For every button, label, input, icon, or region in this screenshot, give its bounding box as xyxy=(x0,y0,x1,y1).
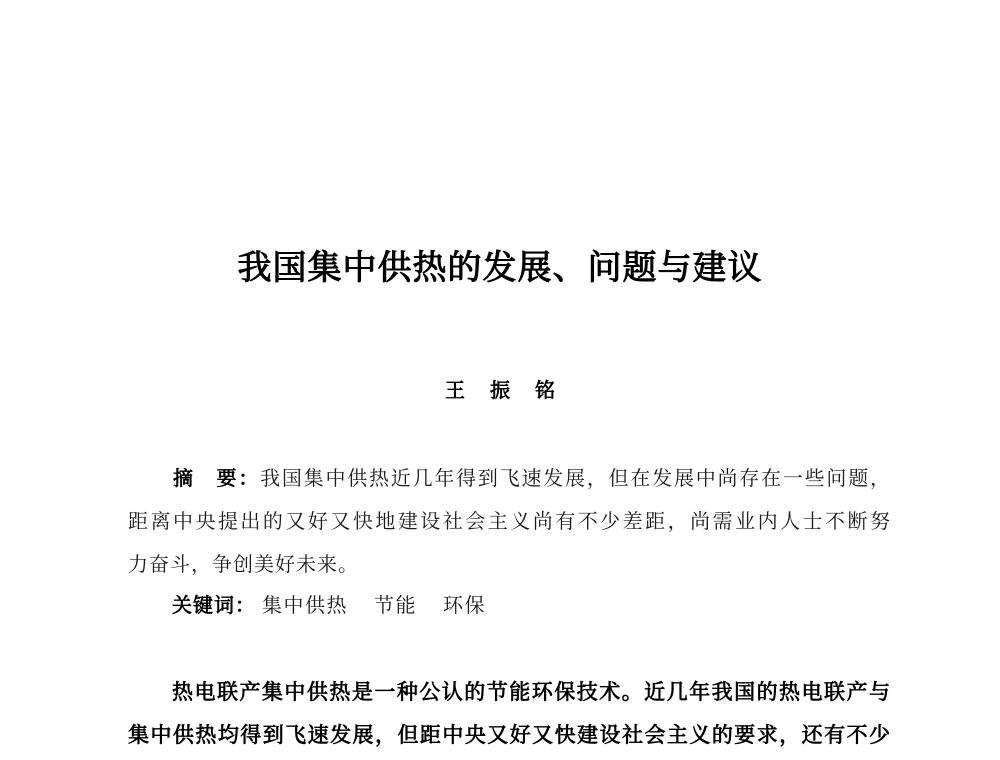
keywords xyxy=(172,584,512,626)
page-title: 我国集中供热的发展、问题与建议 xyxy=(237,248,763,288)
abstract xyxy=(128,457,890,586)
abstract-line: 力奋斗，争创美好未来。 xyxy=(128,552,359,576)
abstract-line: 距离中央提出的又好又快地建设社会主义尚有不少差距，尚需业内人士不断努 xyxy=(128,509,890,533)
body-line: 热电联产集中供热是一种公认的节能环保技术。近几年我国的热电联产与 xyxy=(172,679,890,704)
abstract-line xyxy=(128,457,890,500)
body-paragraph xyxy=(128,670,890,756)
abstract-text: 我国集中供热近几年得到飞速发展，但在发展中尚存在一些问题， xyxy=(260,466,890,490)
body-line: 集中供热均得到飞速发展，但距中央又好又快建设社会主义的要求，还有不少 xyxy=(128,722,890,747)
keyword: 集中供热 xyxy=(262,593,348,617)
keywords-label: 关键词： xyxy=(172,593,256,617)
author-name: 王 振 铭 xyxy=(445,378,564,402)
abstract-label: 摘 要： xyxy=(173,466,261,490)
keyword: 节能 xyxy=(374,593,417,617)
keyword: 环保 xyxy=(443,593,486,617)
